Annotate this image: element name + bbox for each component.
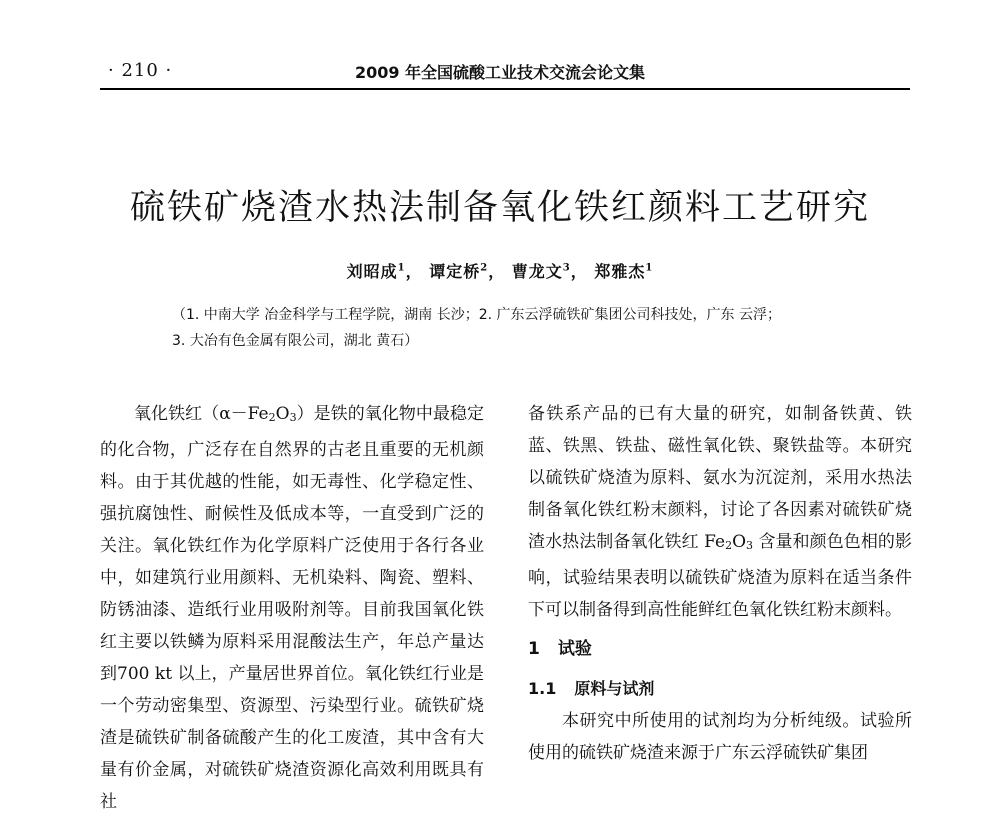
running-title: 2009 年全国硫酸工业技术交流会论文集 — [354, 63, 646, 82]
formula-text: O — [732, 532, 746, 552]
affiliation-mark: 2 — [480, 262, 489, 274]
paragraph-text: 备铁系产品的已有大量的研究，如制备铁黄、铁蓝、铁黑、铁盐、磁性氧化铁、聚铁盐等。本研究以硫铁矿烧渣为原料、氨水为沉淀剂，采用水热法制备氧化铁红粉末颜料，讨论了各因素对硫铁矿烧渣水热法制备氧化铁红 Fe — [528, 404, 912, 552]
affiliation-mark: 1 — [645, 262, 654, 274]
body-column-left — [100, 398, 484, 818]
page-number: · 210 · — [108, 60, 173, 81]
author-name: 曹龙文 — [511, 262, 563, 281]
paragraph-text: 含量和颜色色相的影响，试验结果表明以硫铁矿烧渣为原料在适当条件下可以制备得到高性能鲜红色氧化铁红粉末颜料。 — [528, 532, 912, 620]
section-number: 1.1 — [528, 679, 557, 698]
formula-subscript: 2 — [725, 539, 733, 552]
author-name: 郑雅杰 — [594, 262, 646, 281]
body-paragraph — [528, 398, 912, 626]
article-title: 硫铁矿烧渣水热法制备氧化铁红颜料工艺研究 — [129, 188, 870, 228]
formula-subscript: 3 — [746, 539, 753, 552]
author-list: 刘昭成$^1$， 谭定桥$^2$， 曹龙文$^3$， 郑雅杰$^1$ — [346, 262, 654, 281]
header-rule — [100, 88, 910, 90]
formula-subscript: 3 — [289, 411, 297, 424]
affiliation-mark: 3 — [562, 262, 571, 274]
section-number: 1 — [528, 639, 540, 659]
paragraph-text: 氧化铁红（α－Fe — [134, 404, 269, 424]
affiliation-mark: 1 — [397, 262, 406, 274]
section-heading-1-1 — [528, 673, 912, 705]
section-title: 试验 — [557, 639, 592, 659]
section-title: 原料与试剂 — [574, 679, 655, 698]
page-header — [0, 0, 1000, 120]
formula-subscript: 2 — [268, 411, 276, 424]
formula-text: O — [275, 404, 290, 424]
body-paragraph — [100, 398, 484, 818]
author-name: 刘昭成 — [346, 262, 398, 281]
affiliation-line-1: （1. 中南大学 冶金科学与工程学院，湖南 长沙；2. 广东云浮硫铁矿集团公司科技处，广东 云浮； — [172, 307, 781, 323]
paragraph-text: ）是铁的氧化物中最稳定的化合物，广泛存在自然界的古老且重要的无机颜料。由于其优越的性能，如无毒性、化学稳定性、强抗腐蚀性、耐候性及低成本等，一直受到广泛的关注。氧化铁红作为化学原料广泛使用于各行各业中，如建筑行业用颜料、无机染料、陶瓷、塑料、防锈油漆、造纸行业用吸附剂等。目前我国氧化铁红主要以铁鳞为原料采用混酸法生产，年总产量达到700 kt 以上，产量居世界首位。氧化铁红行业是一个劳动密集型、资源型、污染型行业。硫铁矿烧渣是硫铁矿制备硫酸产生的化工废渣，其中含有大量有价金属，对硫铁矿烧渣资源化高效利用既具有社 — [100, 404, 485, 812]
affiliation-line-2: 3. 大冶有色金属有限公司，湖北 黄石） — [172, 333, 419, 349]
author-name: 谭定桥 — [429, 262, 481, 281]
section-heading-1 — [528, 633, 912, 665]
body-column-right — [528, 398, 912, 769]
body-paragraph: 本研究中所使用的试剂均为分析纯级。试验所使用的硫铁矿烧渣来源于广东云浮硫铁矿集团 — [528, 711, 912, 763]
